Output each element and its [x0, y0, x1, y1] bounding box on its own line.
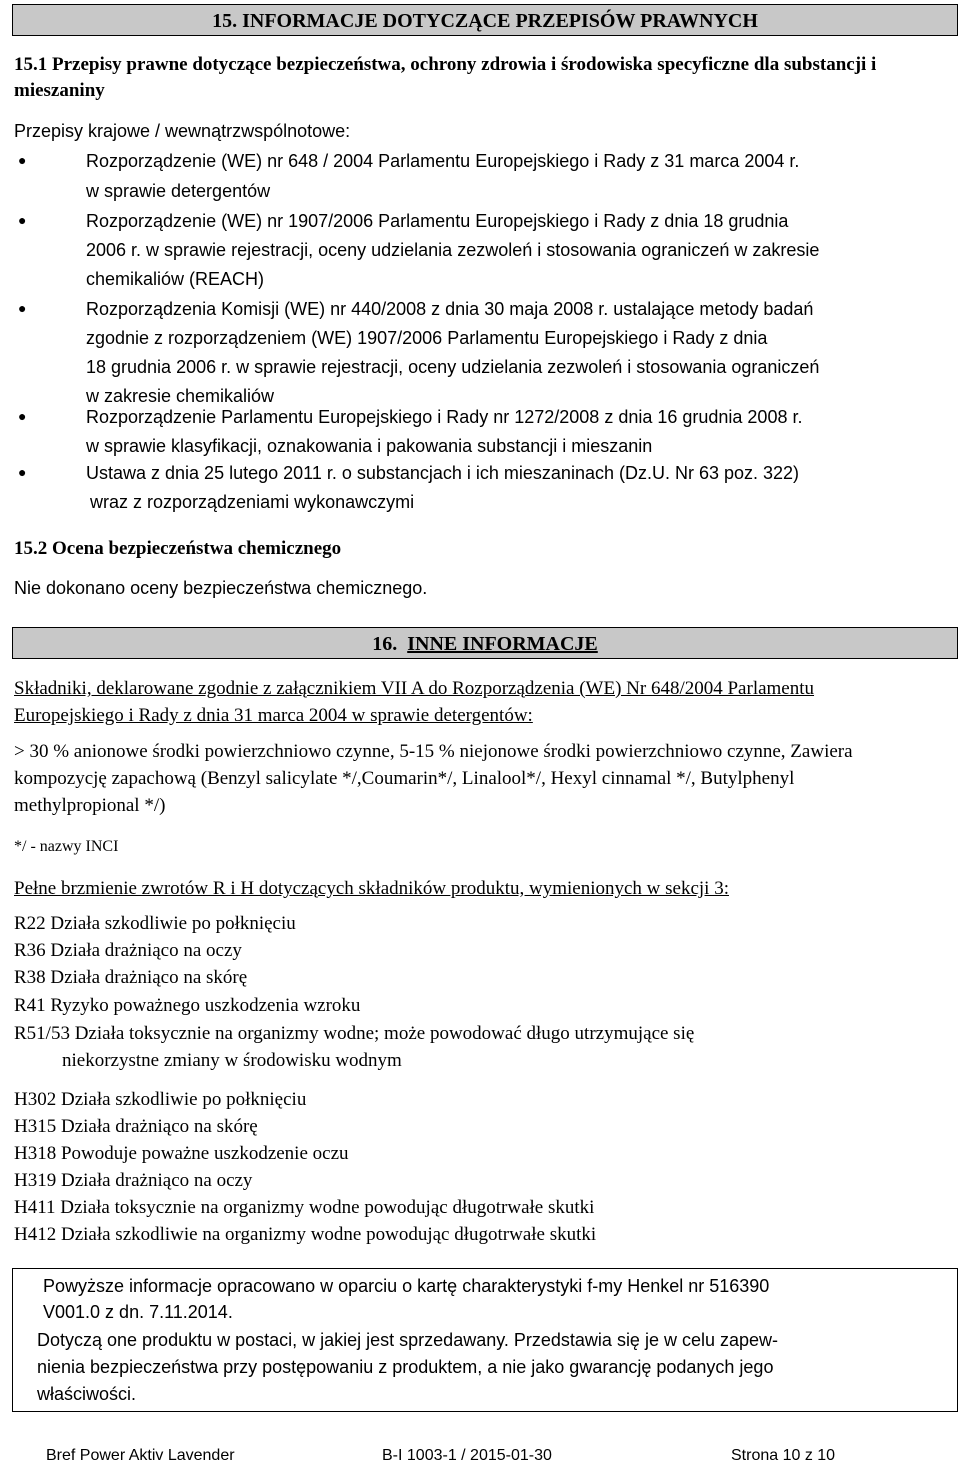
- bullet-icon: ●: [18, 154, 27, 169]
- regulation-line: wraz z rozporządzeniami wykonawczymi: [90, 492, 415, 512]
- info-line: Powyższe informacje opracowano w oparciu o kartę charakterystyki f-my Henkel nr 516390: [43, 1276, 770, 1296]
- section-15-title: 15. INFORMACJE DOTYCZĄCE PRZEPISÓW PRAWNYCH: [212, 10, 758, 32]
- section-15-header: [12, 4, 958, 36]
- r-phrase: R38 Działa drażniąco na skórę: [14, 967, 248, 988]
- inci-note: */ - nazwy INCI: [14, 838, 119, 855]
- bullet-icon: ●: [18, 302, 27, 317]
- h-phrase: H315 Działa drażniąco na skórę: [14, 1116, 258, 1137]
- phrases-heading: Pełne brzmienie zwrotów R i H dotyczących składników produktu, wymienionych w sekcji 3:: [14, 878, 729, 899]
- info-line: właściwości.: [37, 1384, 137, 1404]
- r-phrase: R51/53 Działa toksycznie na organizmy wodne; może powodować długo utrzymujące się: [14, 1023, 695, 1044]
- ingredients-text: > 30 % anionowe środki powierzchniowo czynne, 5-15 % niejonowe środki powierzchniowo czynne, Zawiera kompozycję zapachową (Benzyl salicylate */,Coumarin*/, Linalool*/, Hexyl cinnamal */, Butylphenyl methylpropional */): [14, 741, 853, 816]
- regulation-line: w sprawie klasyfikacji, oznakowania i pakowania substancji i mieszanin: [86, 436, 653, 456]
- h-phrase: H412 Działa szkodliwie na organizmy wodne powodując długotrwałe skutki: [14, 1224, 597, 1245]
- regulation-line: Rozporządzenie (WE) nr 1907/2006 Parlamentu Europejskiego i Rady z dnia 18 grudnia: [86, 211, 789, 231]
- h-phrase: H302 Działa szkodliwie po połknięciu: [14, 1089, 307, 1110]
- bullet-icon: ●: [18, 214, 27, 229]
- regulation-line: Rozporządzenie Parlamentu Europejskiego i Rady nr 1272/2008 z dnia 16 grudnia 2008 r.: [86, 407, 803, 427]
- h-phrase: H318 Powoduje poważne uszkodzenie oczu: [14, 1143, 349, 1164]
- subsection-15-2-title: 15.2 Ocena bezpieczeństwa chemicznego: [14, 538, 342, 559]
- h-phrase: H411 Działa toksycznie na organizmy wodne powodując długotrwałe skutki: [14, 1197, 595, 1218]
- info-line: nienia bezpieczeństwa przy postępowaniu z produktem, a nie jako gwarancję podanych jego: [37, 1357, 774, 1377]
- regulation-line: 2006 r. w sprawie rejestracji, oceny udzielania zezwoleń i stosowania ograniczeń w zakresie: [86, 240, 820, 260]
- regulation-line: Rozporządzenie (WE) nr 648 / 2004 Parlamentu Europejskiego i Rady z 31 marca 2004 r.: [86, 151, 800, 171]
- regulation-line: chemikaliów (REACH): [86, 269, 265, 289]
- info-line: V001.0 z dn. 7.11.2014.: [43, 1302, 233, 1322]
- section-16-number: 16.: [372, 633, 398, 655]
- footer-page-number: Strona 10 z 10: [731, 1447, 836, 1464]
- r-phrase: R36 Działa drażniąco na oczy: [14, 940, 242, 961]
- h-phrase: H319 Działa drażniąco na oczy: [14, 1170, 253, 1191]
- regulation-line: Ustawa z dnia 25 lutego 2011 r. o substancjach i ich mieszaninach (Dz.U. Nr 63 poz. 322): [86, 463, 800, 483]
- r-phrase: R22 Działa szkodliwie po połknięciu: [14, 913, 296, 934]
- national-regulations-label: Przepisy krajowe / wewnątrzwspólnotowe:: [14, 121, 351, 141]
- regulation-line: w zakresie chemikaliów: [86, 386, 275, 406]
- regulation-line: zgodnie z rozporządzeniem (WE) 1907/2006 Parlamentu Europejskiego i Rady z dnia: [86, 328, 768, 348]
- footer-document-code: B-I 1003-1 / 2015-01-30: [382, 1447, 552, 1464]
- r-phrase-continuation: niekorzystne zmiany w środowisku wodnym: [62, 1050, 402, 1071]
- assessment-text: Nie dokonano oceny bezpieczeństwa chemicznego.: [14, 578, 428, 598]
- section-16-title: INNE INFORMACJE: [407, 633, 598, 655]
- info-line: Dotyczą one produktu w postaci, w jakiej jest sprzedawany. Przedstawia się je w celu zapew-: [37, 1330, 779, 1350]
- regulation-line: Rozporządzenia Komisji (WE) nr 440/2008 z dnia 30 maja 2008 r. ustalające metody badań: [86, 299, 814, 319]
- ingredients-heading: Składniki, deklarowane zgodnie z załącznikiem VII A do Rozporządzenia (WE) Nr 648/2004 Parlamentu Europejskiego i Rady z dnia 31 marca 2004 w sprawie detergentów:: [14, 678, 815, 726]
- r-phrase: R41 Ryzyko poważnego uszkodzenia wzroku: [14, 995, 361, 1016]
- footer-product: Bref Power Aktiv Lavender: [46, 1447, 235, 1464]
- info-box: [12, 1268, 958, 1412]
- bullet-icon: ●: [18, 466, 27, 481]
- section-16-header: [12, 627, 958, 659]
- regulation-line: w sprawie detergentów: [86, 181, 271, 201]
- regulation-line: 18 grudnia 2006 r. w sprawie rejestracji, oceny udzielania zezwoleń i stosowania ograniczeń: [86, 357, 820, 377]
- bullet-icon: ●: [18, 410, 27, 425]
- subsection-15-1-title: 15.1 Przepisy prawne dotyczące bezpieczeństwa, ochrony zdrowia i środowiska specyficzne dla substancji i mieszaniny: [14, 54, 877, 101]
